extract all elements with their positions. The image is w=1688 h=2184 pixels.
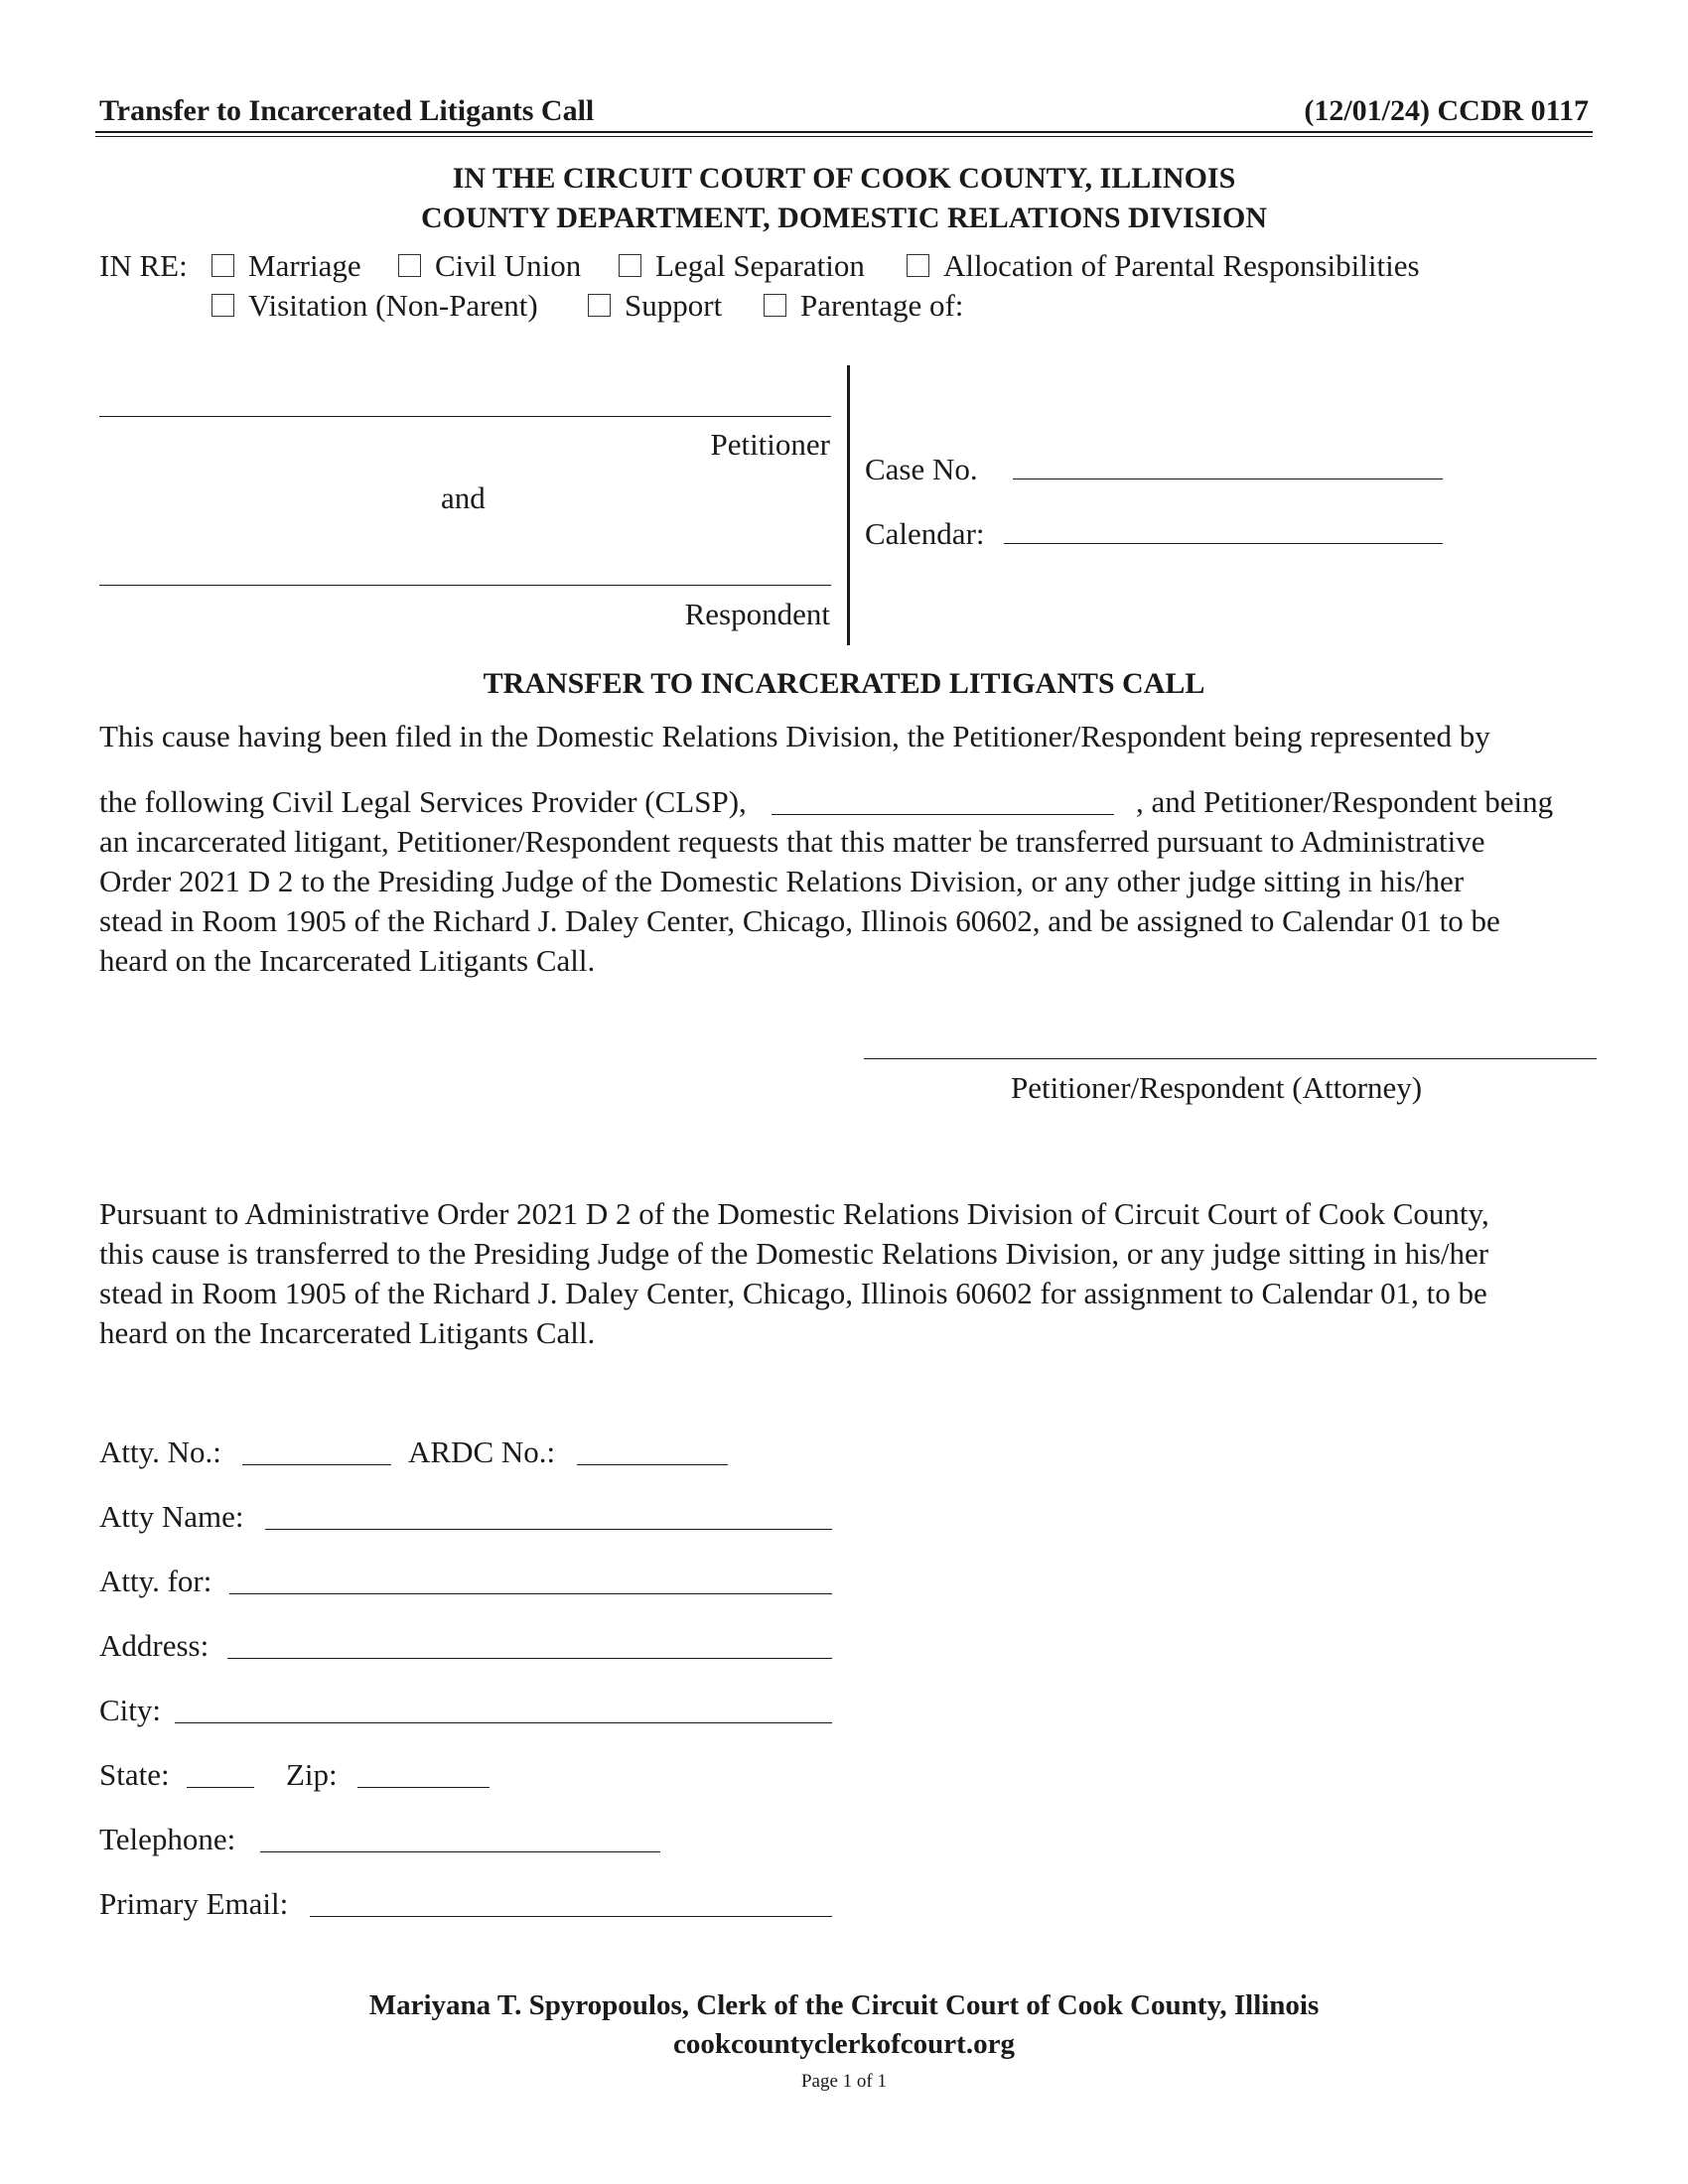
court-name: IN THE CIRCUIT COURT OF COOK COUNTY, ILLINOIS bbox=[452, 162, 1236, 195]
checkbox[interactable] bbox=[211, 254, 234, 277]
atty-for-label: Atty. for: bbox=[99, 1564, 212, 1598]
form-header-title: Transfer to Incarcerated Litigants Call bbox=[99, 94, 595, 127]
paragraph-line: This cause having been filed in the Domestic Relations Division, the Petitioner/Respondent being represented by bbox=[99, 719, 1490, 753]
zip-label: Zip: bbox=[286, 1757, 338, 1792]
ardc-no-line[interactable] bbox=[577, 1464, 728, 1465]
checkbox[interactable] bbox=[764, 294, 786, 317]
in-re-label: IN RE: bbox=[99, 248, 188, 283]
address-label: Address: bbox=[99, 1628, 210, 1663]
signature-label: Petitioner/Respondent (Attorney) bbox=[1011, 1070, 1423, 1105]
clerk-name: Mariyana T. Spyropoulos, Clerk of the Circuit Court of Cook County, Illinois bbox=[368, 1989, 1320, 2021]
and-label: and bbox=[441, 480, 486, 515]
city-label: City: bbox=[99, 1693, 162, 1727]
petitioner-label: Petitioner bbox=[710, 427, 830, 462]
header-rule bbox=[95, 131, 1593, 133]
checkbox[interactable] bbox=[211, 294, 234, 317]
case-no-line[interactable] bbox=[1013, 478, 1443, 479]
calendar-line[interactable] bbox=[1004, 543, 1443, 544]
paragraph-line-tail: , and Petitioner/Respondent being bbox=[1136, 784, 1554, 819]
paragraph-line: Pursuant to Administrative Order 2021 D 2 of the Domestic Relations Division of Circuit Court of Cook County, bbox=[99, 1196, 1489, 1231]
page-number: Page 1 of 1 bbox=[800, 2071, 887, 2092]
option-legal-separation[interactable]: Legal Separation bbox=[619, 248, 865, 284]
calendar-label: Calendar: bbox=[865, 516, 985, 551]
state-line[interactable] bbox=[187, 1787, 254, 1788]
atty-no-line[interactable] bbox=[242, 1464, 391, 1465]
paragraph-line: the following Civil Legal Services Provider (CLSP), bbox=[99, 784, 747, 819]
option-visitation-non-parent[interactable]: Visitation (Non-Parent) bbox=[211, 288, 538, 324]
court-division: COUNTY DEPARTMENT, DOMESTIC RELATIONS DIVISION bbox=[420, 202, 1268, 234]
paragraph-line: this cause is transferred to the Presiding Judge of the Domestic Relations Division, or any judge sitting in his/her bbox=[99, 1236, 1489, 1271]
respondent-label: Respondent bbox=[684, 597, 830, 631]
clsp-name-line[interactable] bbox=[772, 814, 1114, 815]
caption-divider bbox=[847, 365, 850, 645]
atty-for-line[interactable] bbox=[229, 1593, 832, 1594]
ardc-no-label: ARDC No.: bbox=[408, 1434, 556, 1469]
option-parentage-of[interactable]: Parentage of: bbox=[764, 288, 963, 324]
paragraph-line: heard on the Incarcerated Litigants Call. bbox=[99, 943, 596, 978]
address-line[interactable] bbox=[227, 1658, 832, 1659]
document-title: TRANSFER TO INCARCERATED LITIGANTS CALL bbox=[483, 667, 1205, 700]
telephone-label: Telephone: bbox=[99, 1822, 236, 1856]
petitioner-name-line[interactable] bbox=[99, 416, 831, 417]
atty-name-line[interactable] bbox=[265, 1529, 832, 1530]
checkbox[interactable] bbox=[907, 254, 929, 277]
header-rule-thin bbox=[95, 136, 1593, 137]
paragraph-line: Order 2021 D 2 to the Presiding Judge of the Domestic Relations Division, or any other judge sitting in his/her bbox=[99, 864, 1465, 898]
state-label: State: bbox=[99, 1757, 170, 1792]
paragraph-line: an incarcerated litigant, Petitioner/Respondent requests that this matter be transferred pursuant to Administrative bbox=[99, 824, 1485, 859]
email-label: Primary Email: bbox=[99, 1886, 289, 1921]
option-support[interactable]: Support bbox=[588, 288, 722, 324]
case-no-label: Case No. bbox=[865, 452, 978, 486]
checkbox[interactable] bbox=[619, 254, 641, 277]
email-line[interactable] bbox=[310, 1916, 832, 1917]
checkbox[interactable] bbox=[398, 254, 421, 277]
form-code: (12/01/24) CCDR 0117 bbox=[1304, 94, 1589, 127]
paragraph-line: heard on the Incarcerated Litigants Call. bbox=[99, 1315, 596, 1350]
option-allocation-parental-responsibilities[interactable]: Allocation of Parental Responsibilities bbox=[907, 248, 1420, 284]
signature-line[interactable] bbox=[864, 1058, 1597, 1059]
telephone-line[interactable] bbox=[260, 1851, 660, 1852]
atty-name-label: Atty Name: bbox=[99, 1499, 244, 1534]
respondent-name-line[interactable] bbox=[99, 585, 831, 586]
zip-line[interactable] bbox=[357, 1787, 490, 1788]
city-line[interactable] bbox=[175, 1722, 832, 1723]
option-civil-union[interactable]: Civil Union bbox=[398, 248, 581, 284]
option-marriage[interactable]: Marriage bbox=[211, 248, 361, 284]
paragraph-line: stead in Room 1905 of the Richard J. Daley Center, Chicago, Illinois 60602 for assignment to Calendar 01, to be bbox=[99, 1276, 1487, 1310]
atty-no-label: Atty. No.: bbox=[99, 1434, 221, 1469]
checkbox[interactable] bbox=[588, 294, 611, 317]
paragraph-line: stead in Room 1905 of the Richard J. Daley Center, Chicago, Illinois 60602, and be assigned to Calendar 01 to be bbox=[99, 903, 1500, 938]
clerk-website: cookcountyclerkofcourt.org bbox=[673, 2028, 1015, 2060]
